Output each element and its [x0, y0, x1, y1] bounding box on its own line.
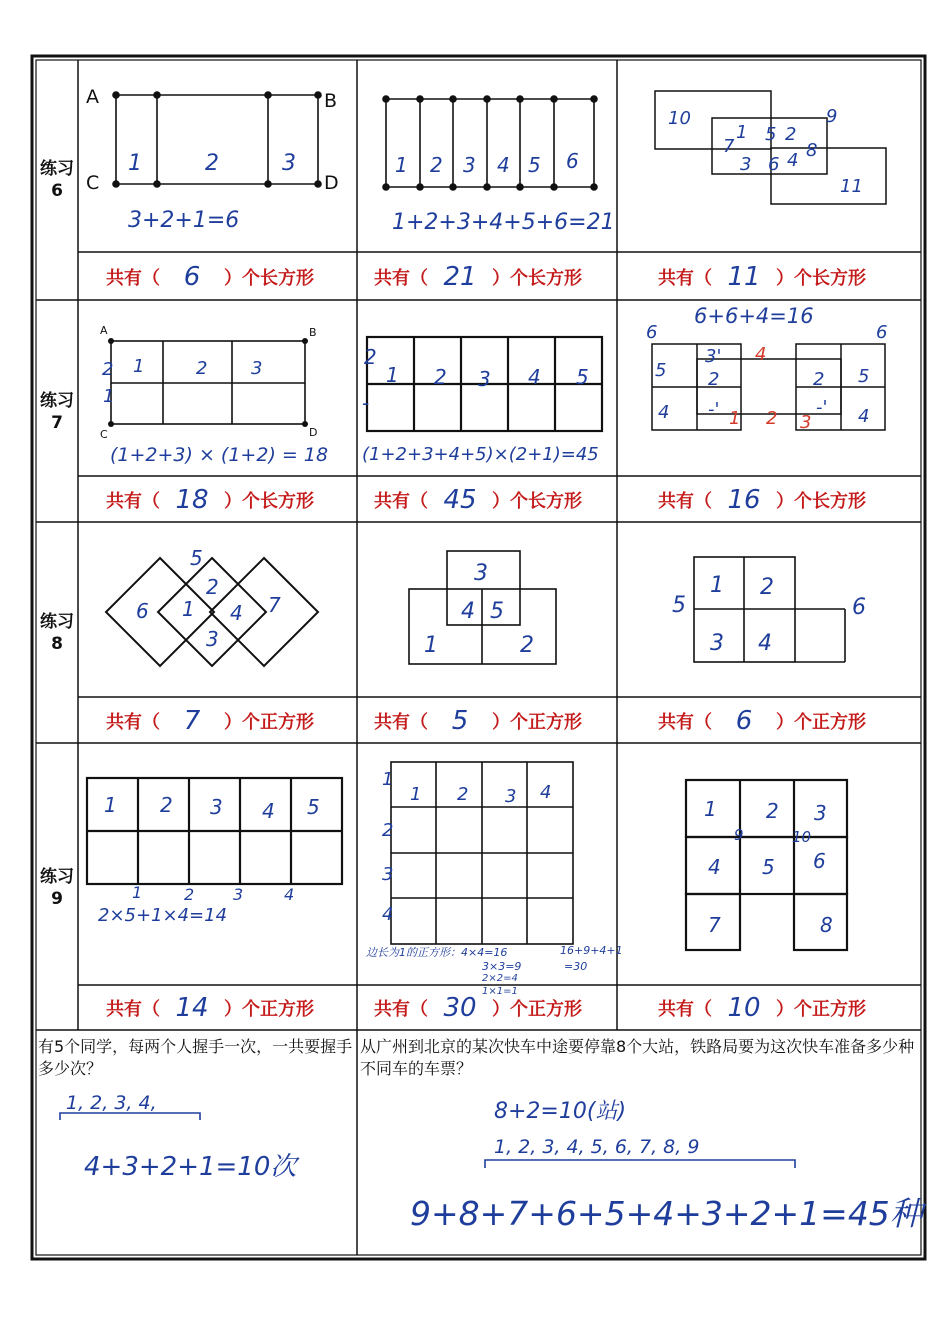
svg-text:2: 2 [766, 408, 778, 429]
svg-text:5: 5 [307, 795, 320, 819]
row-label-text: 练习 [40, 612, 74, 632]
svg-text:7: 7 [268, 593, 281, 617]
tickets-work-stations: 8+2=10(站) [494, 1099, 627, 1124]
r9c1-work: 2×5+1×4=14 [98, 905, 228, 926]
svg-text:3: 3 [206, 627, 219, 651]
r6-vertex-b: B [324, 90, 338, 112]
handshake-question: 有5个同学，每两个人握手一次，一共要握手多少次？ [38, 1037, 353, 1078]
svg-text:9: 9 [734, 826, 744, 844]
r7c1-region-numbers [102, 356, 262, 407]
svg-text:8: 8 [806, 140, 818, 161]
answer-suffix: ）个长方形 [776, 491, 866, 512]
svg-text:1: 1 [103, 386, 115, 407]
r7c3-work: 6+6+4=16 [694, 304, 814, 328]
svg-text:2: 2 [364, 345, 377, 369]
svg-text:2: 2 [184, 885, 195, 904]
svg-text:3': 3' [705, 346, 722, 367]
answer-prefix: 共有（ [106, 491, 160, 512]
row-label-9 [36, 866, 78, 910]
r9c2-region-numbers [382, 769, 551, 925]
answer-value[interactable]: 5 [451, 706, 469, 736]
tickets-bracket [485, 1160, 795, 1168]
svg-text:3: 3 [382, 864, 394, 885]
svg-text:6: 6 [136, 599, 149, 623]
r6c2-work: 1+2+3+4+5+6=21 [392, 210, 615, 235]
answer-suffix: ）个长方形 [224, 491, 314, 512]
r6c1-work: 3+2+1=6 [128, 208, 240, 233]
answer-prefix: 共有（ [374, 712, 428, 733]
svg-text:5: 5 [858, 366, 870, 387]
svg-text:3: 3 [800, 412, 812, 433]
answer-prefix: 共有（ [658, 491, 712, 512]
svg-text:2: 2 [205, 151, 219, 176]
svg-text:2: 2 [160, 793, 173, 817]
r6c2-answer [374, 254, 582, 300]
row-label-number: 6 [51, 181, 63, 201]
svg-text:2: 2 [102, 359, 114, 380]
answer-value[interactable]: 21 [443, 262, 477, 292]
svg-text:3: 3 [505, 786, 517, 807]
svg-text:5: 5 [490, 599, 504, 624]
svg-text:1: 1 [132, 883, 143, 902]
row-label-8 [36, 611, 78, 655]
svg-text:6: 6 [813, 849, 826, 873]
answer-prefix: 共有（ [106, 999, 160, 1020]
svg-text:2: 2 [206, 575, 219, 599]
answer-value[interactable]: 14 [175, 993, 209, 1023]
answer-suffix: ）个正方形 [224, 999, 314, 1020]
svg-text:3: 3 [463, 153, 476, 177]
svg-text:1: 1 [424, 633, 438, 658]
svg-text:-': -' [708, 399, 720, 420]
r6-vertex-c: C [86, 172, 100, 194]
svg-text:5: 5 [655, 360, 667, 381]
svg-text:5: 5 [528, 153, 541, 177]
svg-text:5: 5 [190, 546, 203, 570]
svg-text:2: 2 [766, 799, 779, 823]
answer-value[interactable]: 10 [727, 993, 761, 1023]
answer-prefix: 共有（ [658, 268, 712, 289]
r6-vertex-d: D [324, 172, 339, 194]
row-label-text: 练习 [40, 391, 74, 411]
svg-text:4: 4 [755, 344, 767, 365]
svg-text:-: - [362, 391, 370, 415]
answer-suffix: ）个长方形 [492, 491, 582, 512]
r7c3-answer [658, 477, 866, 523]
svg-text:4: 4 [658, 402, 670, 423]
svg-text:1: 1 [736, 122, 748, 143]
answer-prefix: 共有（ [106, 268, 160, 289]
handshake-work-marks: 1, 2, 3, 4, [66, 1092, 157, 1114]
answer-prefix: 共有（ [374, 999, 428, 1020]
svg-text:4: 4 [758, 631, 772, 656]
svg-text:6: 6 [768, 154, 780, 175]
svg-text:7: 7 [723, 136, 735, 157]
svg-text:3: 3 [474, 561, 488, 586]
r7c1-figure [108, 338, 308, 427]
svg-text:4: 4 [382, 904, 394, 925]
answer-suffix: ）个长方形 [492, 268, 582, 289]
answer-value[interactable]: 6 [735, 706, 753, 736]
svg-text:2: 2 [520, 633, 534, 658]
row-label-7 [36, 390, 78, 434]
r7-vertex-a: A [100, 324, 108, 337]
svg-text:-': -' [816, 397, 828, 418]
svg-text:6: 6 [566, 149, 579, 173]
r7-vertex-d: D [309, 426, 318, 439]
r9c2-work-b: 16+9+4+1 [560, 944, 623, 957]
r9c2-work-e: 2×2=4 [482, 973, 518, 984]
svg-text:2: 2 [813, 369, 825, 390]
handshake-work-sum: 4+3+2+1=10次 [84, 1152, 297, 1182]
svg-text:3: 3 [478, 367, 491, 391]
svg-text:1: 1 [104, 793, 117, 817]
svg-text:1: 1 [133, 356, 145, 377]
svg-text:1: 1 [729, 408, 741, 429]
svg-text:2: 2 [434, 365, 447, 389]
r9c1-answer [106, 986, 314, 1030]
svg-text:6: 6 [646, 322, 658, 343]
answer-value[interactable]: 30 [443, 993, 477, 1023]
r9c2-answer [374, 986, 582, 1030]
r8c1-answer [106, 698, 314, 744]
r8c3-region-numbers [672, 573, 866, 656]
row-label-number: 7 [51, 413, 63, 433]
r6c1-answer [106, 254, 314, 300]
r9c1-region-numbers [104, 793, 320, 904]
svg-text:2: 2 [430, 153, 443, 177]
r9c3-answer [658, 986, 866, 1030]
svg-text:1: 1 [410, 784, 422, 805]
svg-text:3: 3 [233, 885, 244, 904]
svg-text:4: 4 [540, 782, 552, 803]
r6c3-answer [658, 254, 866, 300]
tickets-question: 从广州到北京的某次快车中途要停靠8个大站，铁路局要为这次快车准备多少种不同车的车票？ [360, 1037, 915, 1078]
svg-text:7: 7 [708, 913, 721, 937]
svg-text:4: 4 [230, 601, 243, 625]
svg-text:3: 3 [710, 631, 724, 656]
svg-text:5: 5 [576, 365, 589, 389]
svg-text:4: 4 [787, 150, 799, 171]
r8c3-answer [658, 698, 866, 744]
row-label-number: 8 [51, 634, 63, 654]
answer-value[interactable]: 45 [443, 485, 477, 515]
svg-text:5: 5 [765, 124, 777, 145]
svg-text:2: 2 [708, 369, 720, 390]
svg-text:3: 3 [282, 151, 296, 176]
svg-text:4: 4 [528, 365, 541, 389]
r7c2-answer [374, 477, 582, 523]
svg-text:2: 2 [382, 820, 394, 841]
r7-vertex-b: B [309, 326, 317, 339]
answer-value[interactable]: 7 [183, 706, 201, 736]
r7c1-answer [106, 477, 314, 523]
r7-vertex-c: C [100, 428, 108, 441]
svg-text:9: 9 [826, 106, 838, 127]
svg-text:3: 3 [814, 801, 827, 825]
r6c3-region-numbers [668, 106, 863, 197]
answer-prefix: 共有（ [106, 712, 160, 733]
r9c2-work-d: =30 [564, 960, 588, 973]
r6-vertex-a: A [86, 86, 99, 108]
answer-value[interactable]: 11 [727, 262, 761, 292]
answer-prefix: 共有（ [374, 491, 428, 512]
answer-suffix: ）个正方形 [492, 712, 582, 733]
answer-suffix: ）个正方形 [776, 999, 866, 1020]
r9c2-work-f: 1×1=1 [482, 986, 518, 997]
svg-text:4: 4 [284, 885, 295, 904]
answer-suffix: ）个正方形 [492, 999, 582, 1020]
answer-value[interactable]: 18 [175, 485, 209, 515]
svg-text:5: 5 [672, 593, 686, 618]
svg-text:4: 4 [858, 406, 870, 427]
r8c2-region-numbers [424, 561, 534, 658]
svg-text:4: 4 [708, 855, 721, 879]
answer-prefix: 共有（ [658, 999, 712, 1020]
svg-text:6: 6 [852, 595, 866, 620]
r9c2-work-c: 3×3=9 [482, 960, 522, 973]
r6c2-figure [383, 96, 597, 190]
svg-text:8: 8 [820, 913, 833, 937]
svg-text:3: 3 [251, 358, 263, 379]
r9c1-figure [87, 778, 342, 884]
r9c2-work-a: 边长为1的正方形：4×4=16 [366, 946, 508, 959]
svg-text:1: 1 [710, 573, 724, 598]
row-label-text: 练习 [40, 159, 74, 179]
svg-text:2: 2 [785, 124, 797, 145]
svg-text:1: 1 [395, 153, 408, 177]
answer-suffix: ）个长方形 [224, 268, 314, 289]
r7c2-work: (1+2+3+4+5)×(2+1)=45 [362, 444, 599, 465]
svg-text:2: 2 [196, 358, 208, 379]
answer-value[interactable]: 16 [727, 485, 761, 515]
svg-text:2: 2 [457, 784, 469, 805]
answer-suffix: ）个正方形 [224, 712, 314, 733]
answer-suffix: ）个长方形 [776, 268, 866, 289]
answer-prefix: 共有（ [374, 268, 428, 289]
answer-suffix: ）个正方形 [776, 712, 866, 733]
r6c1-region-numbers [128, 151, 296, 176]
svg-text:1: 1 [182, 597, 195, 621]
svg-text:2: 2 [760, 575, 774, 600]
svg-text:11: 11 [840, 176, 863, 197]
r8c2-answer [374, 698, 582, 744]
svg-text:1: 1 [382, 769, 394, 790]
handshake-bracket [60, 1113, 200, 1120]
r7c3-region-numbers [646, 322, 887, 433]
svg-text:1: 1 [128, 151, 142, 176]
svg-text:10: 10 [668, 108, 691, 129]
svg-text:3: 3 [210, 795, 223, 819]
svg-text:4: 4 [461, 599, 475, 624]
svg-text:5: 5 [762, 855, 775, 879]
svg-text:1: 1 [704, 797, 717, 821]
row-label-6 [36, 158, 78, 202]
row-label-text: 练习 [40, 867, 74, 887]
svg-text:3: 3 [740, 154, 752, 175]
row-label-number: 9 [51, 889, 63, 909]
r9c3-region-numbers [704, 797, 833, 937]
svg-text:6: 6 [876, 322, 888, 343]
svg-text:4: 4 [262, 799, 275, 823]
svg-text:10: 10 [792, 828, 812, 846]
r7c1-work: (1+2+3) × (1+2) = 18 [110, 444, 329, 466]
tickets-work-sum: 9+8+7+6+5+4+3+2+1=45种 [410, 1194, 923, 1233]
svg-text:1: 1 [386, 363, 399, 387]
answer-value[interactable]: 6 [183, 262, 201, 292]
svg-text:4: 4 [497, 153, 510, 177]
answer-prefix: 共有（ [658, 712, 712, 733]
tickets-work-marks: 1, 2, 3, 4, 5, 6, 7, 8, 9 [494, 1136, 700, 1158]
